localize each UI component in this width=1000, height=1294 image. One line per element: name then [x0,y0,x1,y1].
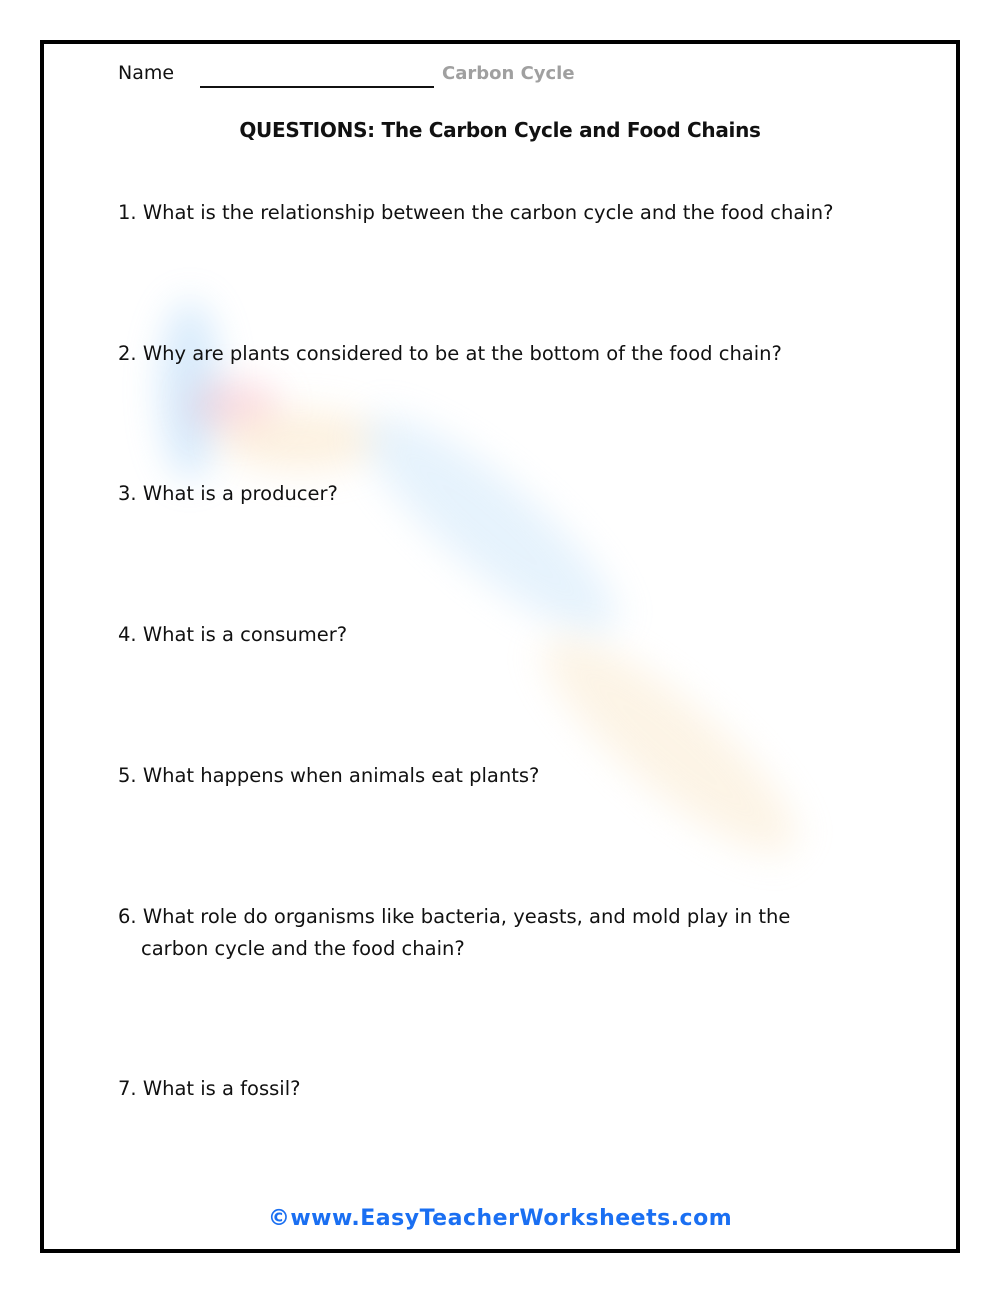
question-4 [118,619,898,651]
question-5 [118,760,898,792]
question-3 [118,478,898,510]
question-text: What is a producer? [142,482,338,505]
question-text: What is the relationship between the carbon cycle and the food chain? [142,201,834,224]
question-number: 3. [118,482,137,505]
question-2 [118,338,898,370]
worksheet-title: QUESTIONS: The Carbon Cycle and Food Chains [239,118,761,142]
topic-label: Carbon Cycle [442,63,575,84]
question-6 [118,901,898,965]
question-1 [118,197,898,229]
question-text-continuation: carbon cycle and the food chain? [141,937,465,960]
name-field-line[interactable] [200,86,434,88]
question-number: 1. [118,201,137,224]
name-label: Name [118,62,175,84]
question-text: What is a consumer? [142,623,348,646]
question-number: 4. [118,623,137,646]
question-number: 5. [118,764,137,787]
question-number: 6. [118,905,137,928]
question-number: 7. [118,1077,137,1100]
question-number: 2. [118,342,137,365]
question-text: What role do organisms like bacteria, yeasts, and mold play in the [142,905,791,928]
footer-website-link[interactable]: ©www.EasyTeacherWorksheets.com [267,1206,733,1231]
question-text: What is a fossil? [142,1077,301,1100]
question-text: What happens when animals eat plants? [142,764,540,787]
question-7 [118,1073,898,1105]
question-text: Why are plants considered to be at the bottom of the food chain? [142,342,782,365]
